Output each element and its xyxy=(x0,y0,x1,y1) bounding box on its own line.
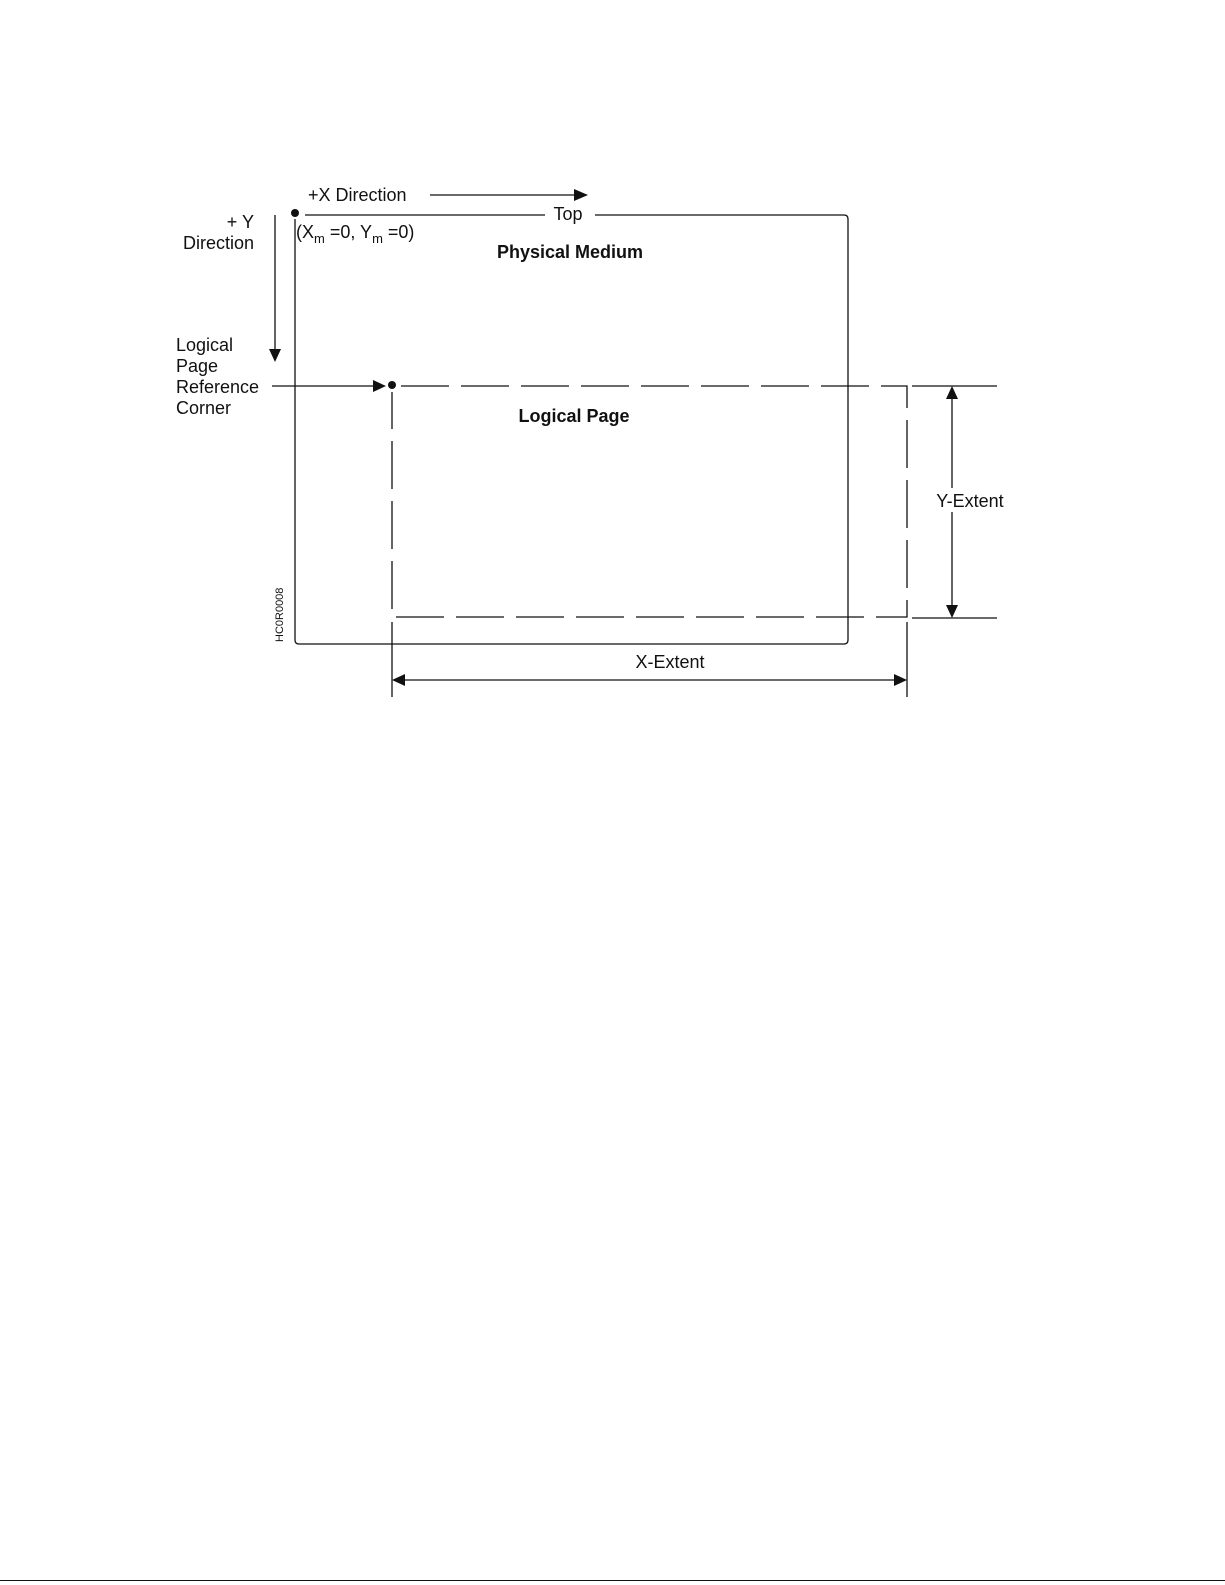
y-extent-bottom-arrowhead xyxy=(946,605,958,618)
origin-mid: =0, Y xyxy=(324,222,373,242)
media-origin-dot xyxy=(291,209,299,217)
y-extent-label: Y-Extent xyxy=(936,491,1004,511)
x-direction-arrowhead xyxy=(574,189,588,201)
logical-page-border xyxy=(392,386,907,617)
y-direction-arrowhead xyxy=(269,349,281,362)
physical-medium-border xyxy=(295,215,848,644)
top-label: Top xyxy=(553,204,583,224)
x-extent-left-arrowhead xyxy=(392,674,405,686)
y-extent-top-arrowhead xyxy=(946,386,958,399)
reference-corner-label-line1: Logical xyxy=(176,335,234,355)
reference-corner-label-line4: Corner xyxy=(176,398,232,418)
y-direction-label-line2: Direction xyxy=(182,233,254,253)
logical-page-label: Logical Page xyxy=(518,406,630,426)
reference-corner-label-line2: Page xyxy=(176,356,219,376)
reference-corner-label-line3: Reference xyxy=(176,377,260,397)
origin-sub-x: m xyxy=(314,231,325,246)
x-extent-right-arrowhead xyxy=(894,674,907,686)
reference-corner-dot xyxy=(388,381,396,389)
reference-corner-arrowhead xyxy=(373,380,386,392)
origin-sub-y: m xyxy=(372,231,383,246)
origin-close: =0) xyxy=(382,222,415,242)
physical-medium-label: Physical Medium xyxy=(496,242,644,262)
origin-open: (X xyxy=(296,222,314,242)
page-footer-rule xyxy=(0,1580,1225,1581)
x-direction-label: +X Direction xyxy=(308,185,407,205)
figure-id-label: HC0R0008 xyxy=(274,587,286,642)
media-origin-label xyxy=(296,222,414,246)
y-direction-label-line1: + Y xyxy=(226,212,254,232)
x-extent-label: X-Extent xyxy=(635,652,705,672)
